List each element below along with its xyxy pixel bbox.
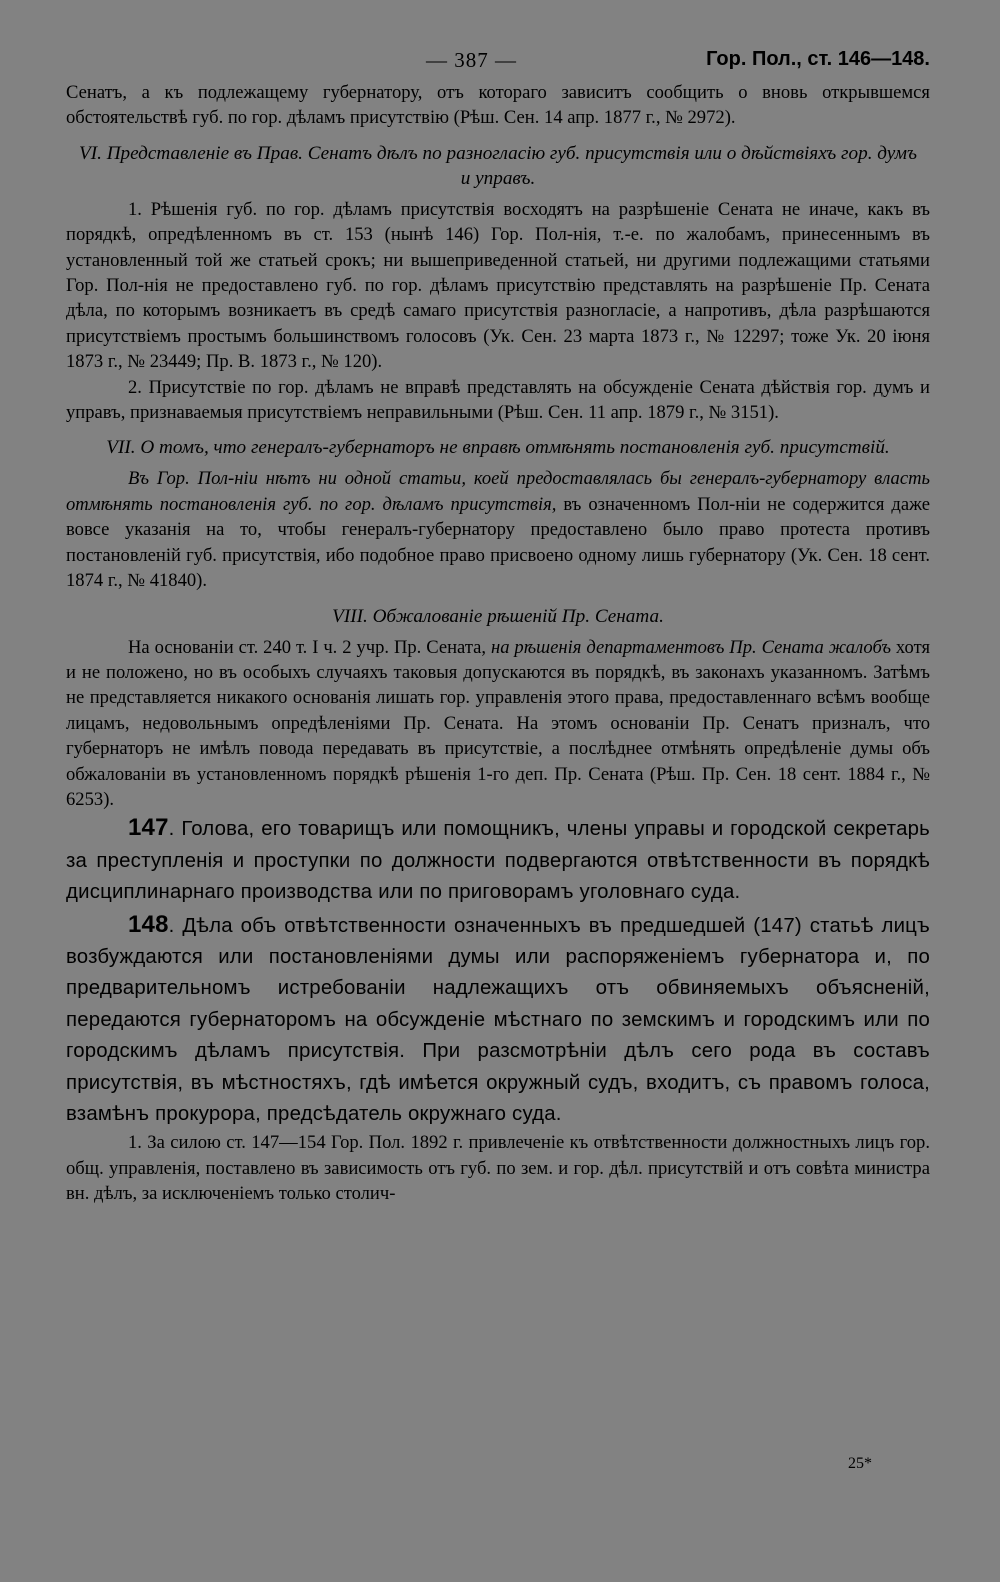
section-reference: Гор. Пол., ст. 146—148. — [706, 48, 930, 70]
article-147-text: . Голова, его товарищъ или помощникъ, члены управы и городской секретарь за преступленія и проступки по должности подвергаются отвѣтственности въ порядкѣ дисциплинарнаго производства или по приговорамъ уголовнаго суда. — [66, 818, 930, 904]
section-7-emphasis: Въ Гор. Пол-ніи нѣтъ ни одной статьи, коей предоставлялась бы генералъ-губернатору власть отмѣнять постановленія губ. по гор. дѣламъ присутствія, — [66, 468, 930, 515]
article-148 — [66, 909, 930, 1131]
signature-mark: 25* — [848, 1455, 872, 1472]
page-number: — 387 — — [426, 48, 517, 72]
section-6-heading: VI. Представленіе въ Прав. Сенатъ дѣлъ по разногласію губ. присутствія или о дѣйствіяхъ гор. думъ и управъ. — [78, 142, 917, 189]
section-7-text: въ означенномъ Пол-ніи не содержится даже вовсе указанія на то, чтобы генералъ-губернатору предоставлено было право протеста противъ постановленій губ. присутствія, ибо подобное право присвоено одному лишь губернатору (Ук. Сен. 18 сент. 1874 г., № 41840). — [66, 493, 930, 592]
article-148-number: 148 — [128, 910, 169, 938]
section-6-item-2: 2. Присутствіе по гор. дѣламъ не вправѣ представлять на обсужденіе Сената дѣйствія гор. думъ и управъ, признаваемыя присутствіемъ неправильными (Рѣш. Сен. 11 апр. 1879 г., № 3151). — [66, 376, 930, 424]
section-8-paragraph — [66, 635, 930, 813]
article-148-text: . Дѣла объ отвѣтственности означенныхъ въ предшедшей (147) статьѣ лицъ возбуждаются или постановленіями думы или распоряженіемъ губернатора и, по предварительномъ истребованіи надлежащихъ отъ обвиняемыхъ объясненій, передаются губернаторомъ на обсужденіе мѣстнаго по земскимъ и городскимъ или по городскимъ дѣламъ присутствія. При разсмотрѣніи дѣлъ сего рода въ составъ присутствія, въ мѣстностяхъ, гдѣ имѣется окружный судъ, входитъ, съ правомъ голоса, взамѣнъ прокурора, предсѣдатель окружнаго суда. — [66, 914, 930, 1125]
article-147-number: 147 — [128, 814, 169, 842]
section-7-heading: VII. О томъ, что генералъ-губернаторъ не вправѣ отмѣнять постановленія губ. присутствій. — [106, 437, 890, 459]
section-8-text: хотя и не положено, но въ особыхъ случаяхъ таковыя допускаются въ порядкѣ, въ законахъ указанномъ. Затѣмъ не представляется никакого основанія лишать гор. управленія этого права, предоставленнаго всѣмъ вообще лицамъ, недовольнымъ опредѣленіями Пр. Сената. На этомъ основаніи Пр. Сенатъ призналъ, что губернаторъ не имѣлъ повода передавать въ присутствіе, а послѣднее отмѣнять опредѣленіе думы объ обжалованіи въ установленномъ порядкѣ рѣшенія 1-го деп. Пр. Сената (Рѣш. Пр. Сен. 18 сент. 1884 г., № 6253). — [66, 636, 930, 810]
article-147 — [66, 812, 930, 908]
intro-paragraph: Сенатъ, а къ подлежащему губернатору, отъ котораго зависитъ сообщить о вновь открывшемся обстоятельствѣ губ. по гор. дѣламъ присутствію (Рѣш. Сен. 14 апр. 1877 г., № 2972). — [66, 82, 930, 129]
section-8-emphasis: на рѣшенія департаментовъ Пр. Сената жалобъ — [491, 636, 892, 658]
section-7-paragraph — [66, 466, 930, 593]
section-6-item-1: 1. Рѣшенія губ. по гор. дѣламъ присутствія восходятъ на разрѣшеніе Сената не иначе, какъ въ порядкѣ, опредѣленномъ въ ст. 153 (нынѣ 146) Гор. Пол-нія, т.-е. по жалобамъ, принесеннымъ въ установленный той же статьей срокъ; ни вышеприведенной статьей, ни другими подлежащими статьями Гор. Пол-нія не предоставлено губ. по гор. дѣламъ присутствію представлять на разрѣшеніе Пр. Сената дѣла, по которымъ возникаетъ въ средѣ самаго присутствія разногласіе, а напротивъ, дѣла разрѣшаются присутствіемъ простымъ большинствомъ голосовъ (Ук. Сен. 23 марта 1873 г., № 12297; тоже Ук. 20 іюня 1873 г., № 23449; Пр. В. 1873 г., № 120). — [66, 198, 930, 373]
article-148-note-1: 1. За силою ст. 147—154 Гор. Пол. 1892 г. привлеченіе къ отвѣтственности должностныхъ лицъ гор. общ. управленія, поставлено въ зависимость отъ губ. по зем. и гор. дѣл. присутствій и отъ совѣта министра вн. дѣлъ, за исключеніемъ только столич- — [66, 1132, 930, 1205]
running-head — [66, 44, 930, 80]
section-8-heading: VIII. Обжалованіе рѣшеній Пр. Сената. — [332, 605, 664, 627]
section-8-lead: На основаніи ст. 240 т. I ч. 2 учр. Пр. Сената, — [128, 636, 491, 658]
